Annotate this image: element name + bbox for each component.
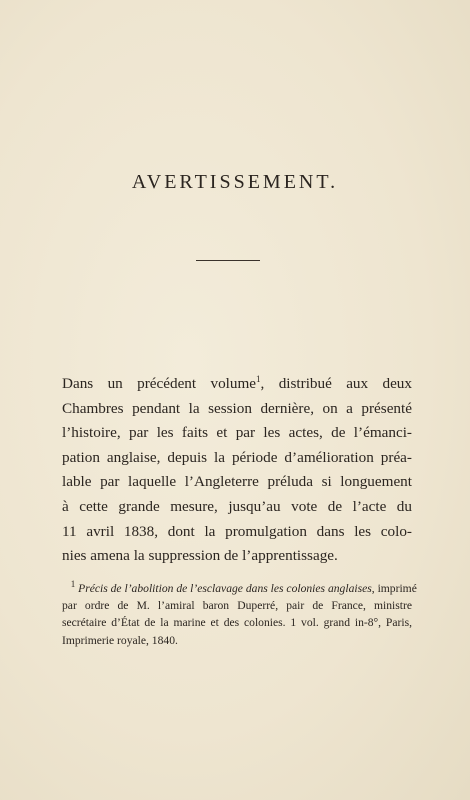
footnote-cited-title: Précis de l’abolition de l’esclavage dans les colonies anglaises	[78, 582, 372, 595]
body-line-3: l’histoire, par les faits et par les actes, de l’émanci-	[62, 424, 412, 442]
body-line-1: Dans un précédent volume$^1$, distribué aux deux	[62, 373, 412, 392]
body-line-5: lable par laquelle l’Angleterre préluda si longuement	[62, 473, 412, 491]
footnote-marker: 1	[70, 579, 76, 590]
body-line-6: à cette grande mesure, jusqu’au vote de l’acte du	[62, 497, 412, 515]
footnote	[62, 579, 417, 649]
footnote-line-1: $^1$ Précis de l’abolition de l’esclavage dans les colonies anglaises, imprimé	[70, 579, 417, 595]
body-line-7: 11 avril 1838, dont la promulgation dans les colo-	[62, 522, 412, 540]
footnote-line-2: par ordre de M. l’amiral baron Duperré, pair de France, ministre	[62, 599, 412, 613]
footnote-line-3: secrétaire d’État de la marine et des colonies. 1 vol. grand in-8°, Paris,	[62, 616, 412, 630]
body-paragraph	[62, 372, 412, 569]
body-line-8: nies amena la suppression de l’apprentissage.	[62, 547, 338, 565]
footnote-line-4: Imprimerie royale, 1840.	[62, 633, 178, 647]
body-line-4: pation anglaise, depuis la période d’amélioration préa-	[62, 448, 412, 466]
page-title: AVERTISSEMENT.	[131, 171, 339, 194]
title-divider	[196, 260, 260, 261]
body-line-2: Chambres pendant la session dernière, on a présenté	[62, 399, 412, 417]
footnote-reference: 1	[256, 373, 261, 384]
